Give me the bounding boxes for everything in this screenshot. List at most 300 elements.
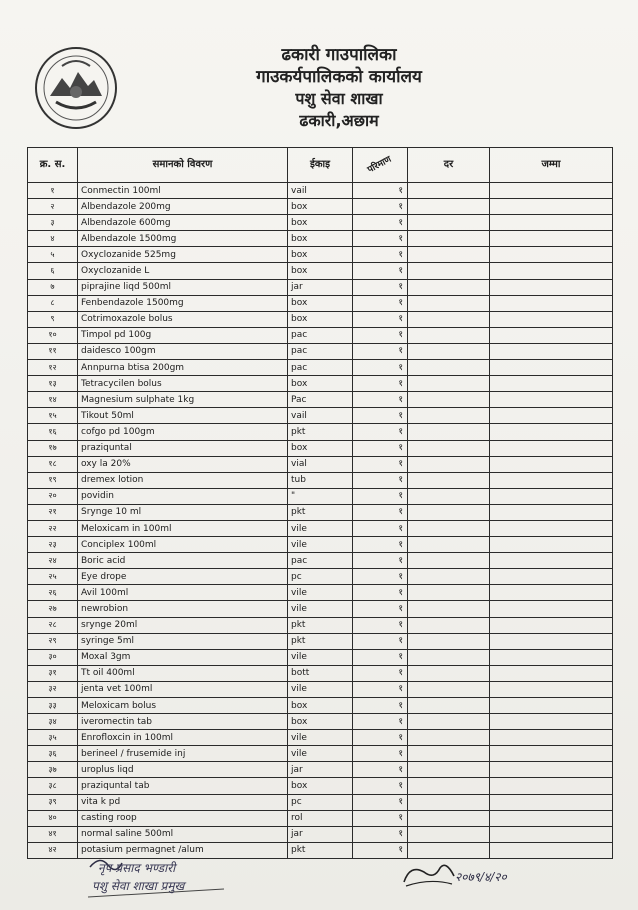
cell-total xyxy=(490,231,613,247)
cell-total xyxy=(490,665,613,681)
cell-rate xyxy=(408,199,490,215)
cell-rate xyxy=(408,183,490,199)
cell-total xyxy=(490,537,613,553)
cell-rate xyxy=(408,730,490,746)
table-row xyxy=(28,730,613,746)
cell-quantity: १ xyxy=(353,601,408,617)
section-name: पशु सेवा शाखा xyxy=(295,89,383,108)
cell-description: Avil 100ml xyxy=(78,585,288,601)
cell-serial: १७ xyxy=(28,440,78,456)
cell-description: Conciplex 100ml xyxy=(78,537,288,553)
table-row xyxy=(28,424,613,440)
table-row xyxy=(28,440,613,456)
officer-name: नृप प्रसाद भण्डारी xyxy=(98,861,176,875)
cell-description: praziquntal xyxy=(78,440,288,456)
cell-description: iveromectin tab xyxy=(78,714,288,730)
cell-description: Cotrimoxazole bolus xyxy=(78,311,288,327)
cell-serial: ४ xyxy=(28,231,78,247)
cell-total xyxy=(490,215,613,231)
cell-rate xyxy=(408,633,490,649)
cell-serial: १५ xyxy=(28,408,78,424)
cell-serial: ३७ xyxy=(28,762,78,778)
item-list-table xyxy=(27,147,613,859)
table-row xyxy=(28,681,613,697)
cell-unit: vile xyxy=(288,585,353,601)
cell-rate xyxy=(408,569,490,585)
cell-total xyxy=(490,649,613,665)
cell-rate xyxy=(408,279,490,295)
cell-unit: box xyxy=(288,199,353,215)
cell-unit: box xyxy=(288,247,353,263)
cell-serial: २७ xyxy=(28,601,78,617)
cell-description: syringe 5ml xyxy=(78,633,288,649)
cell-rate xyxy=(408,327,490,343)
cell-description: Meloxicam in 100ml xyxy=(78,520,288,536)
cell-quantity: १ xyxy=(353,360,408,376)
cell-quantity: १ xyxy=(353,472,408,488)
cell-total xyxy=(490,199,613,215)
cell-quantity: १ xyxy=(353,424,408,440)
table-row xyxy=(28,295,613,311)
cell-rate xyxy=(408,762,490,778)
cell-description: jenta vet 100ml xyxy=(78,681,288,697)
cell-unit: Pac xyxy=(288,392,353,408)
office-header xyxy=(0,44,638,132)
cell-serial: १२ xyxy=(28,360,78,376)
table-row xyxy=(28,746,613,762)
cell-unit: vial xyxy=(288,456,353,472)
cell-quantity: १ xyxy=(353,488,408,504)
cell-rate xyxy=(408,778,490,794)
cell-serial: २३ xyxy=(28,537,78,553)
table-row xyxy=(28,569,613,585)
cell-description: oxy la 20% xyxy=(78,456,288,472)
cell-unit: vile xyxy=(288,537,353,553)
cell-unit: box xyxy=(288,698,353,714)
cell-quantity: १ xyxy=(353,553,408,569)
table-row xyxy=(28,199,613,215)
cell-rate xyxy=(408,247,490,263)
cell-description: Tikout 50ml xyxy=(78,408,288,424)
cell-unit: pkt xyxy=(288,617,353,633)
cell-total xyxy=(490,311,613,327)
cell-unit: pac xyxy=(288,343,353,359)
cell-description: povidin xyxy=(78,488,288,504)
cell-rate xyxy=(408,376,490,392)
cell-unit: tub xyxy=(288,472,353,488)
cell-unit: pkt xyxy=(288,504,353,520)
cell-total xyxy=(490,714,613,730)
cell-description: potasium permagnet /alum xyxy=(78,842,288,858)
table-row xyxy=(28,504,613,520)
cell-description: Tt oil 400ml xyxy=(78,665,288,681)
cell-serial: ३१ xyxy=(28,665,78,681)
cell-quantity: १ xyxy=(353,778,408,794)
cell-serial: ३० xyxy=(28,649,78,665)
cell-serial: २४ xyxy=(28,553,78,569)
table-row xyxy=(28,762,613,778)
cell-unit: vail xyxy=(288,183,353,199)
cell-total xyxy=(490,826,613,842)
cell-serial: ११ xyxy=(28,343,78,359)
cell-unit: jar xyxy=(288,279,353,295)
cell-rate xyxy=(408,440,490,456)
cell-total xyxy=(490,778,613,794)
cell-total xyxy=(490,408,613,424)
column-header-serial: क्र. स. xyxy=(28,148,78,183)
cell-rate xyxy=(408,537,490,553)
table-row xyxy=(28,263,613,279)
table-row xyxy=(28,231,613,247)
table-row xyxy=(28,247,613,263)
cell-serial: २ xyxy=(28,199,78,215)
table-row xyxy=(28,665,613,681)
cell-rate xyxy=(408,698,490,714)
cell-quantity: १ xyxy=(353,263,408,279)
cell-total xyxy=(490,392,613,408)
cell-description: Albendazole 200mg xyxy=(78,199,288,215)
cell-quantity: १ xyxy=(353,392,408,408)
cell-quantity: १ xyxy=(353,681,408,697)
cell-unit: box xyxy=(288,311,353,327)
cell-description: daidesco 100gm xyxy=(78,343,288,359)
cell-unit: pac xyxy=(288,553,353,569)
cell-total xyxy=(490,343,613,359)
cell-quantity: १ xyxy=(353,537,408,553)
cell-description: newrobion xyxy=(78,601,288,617)
table-row xyxy=(28,408,613,424)
cell-serial: १८ xyxy=(28,456,78,472)
cell-serial: २९ xyxy=(28,633,78,649)
signature-date: २०७९/४/२० xyxy=(455,870,507,884)
table-row xyxy=(28,456,613,472)
cell-unit: jar xyxy=(288,762,353,778)
cell-description: normal saline 500ml xyxy=(78,826,288,842)
cell-quantity: १ xyxy=(353,842,408,858)
cell-description: Timpol pd 100g xyxy=(78,327,288,343)
cell-quantity: १ xyxy=(353,456,408,472)
cell-total xyxy=(490,456,613,472)
cell-rate xyxy=(408,601,490,617)
cell-unit: vile xyxy=(288,681,353,697)
cell-quantity: १ xyxy=(353,215,408,231)
cell-quantity: १ xyxy=(353,183,408,199)
cell-total xyxy=(490,585,613,601)
cell-total xyxy=(490,472,613,488)
cell-serial: २५ xyxy=(28,569,78,585)
cell-quantity: १ xyxy=(353,698,408,714)
cell-total xyxy=(490,633,613,649)
cell-rate xyxy=(408,360,490,376)
table-row xyxy=(28,810,613,826)
cell-serial: ७ xyxy=(28,279,78,295)
cell-quantity: १ xyxy=(353,440,408,456)
cell-quantity: १ xyxy=(353,810,408,826)
cell-description: casting roop xyxy=(78,810,288,826)
cell-serial: १० xyxy=(28,327,78,343)
cell-description: vita k pd xyxy=(78,794,288,810)
cell-description: Albendazole 1500mg xyxy=(78,231,288,247)
cell-rate xyxy=(408,794,490,810)
cell-rate xyxy=(408,488,490,504)
cell-total xyxy=(490,553,613,569)
cell-unit: " xyxy=(288,488,353,504)
cell-serial: ३५ xyxy=(28,730,78,746)
cell-description: srynge 20ml xyxy=(78,617,288,633)
cell-unit: vile xyxy=(288,746,353,762)
cell-description: Boric acid xyxy=(78,553,288,569)
cell-rate xyxy=(408,472,490,488)
cell-rate xyxy=(408,215,490,231)
cell-total xyxy=(490,488,613,504)
cell-total xyxy=(490,295,613,311)
cell-rate xyxy=(408,408,490,424)
cell-description: praziquntal tab xyxy=(78,778,288,794)
cell-description: Meloxicam bolus xyxy=(78,698,288,714)
cell-serial: १ xyxy=(28,183,78,199)
cell-quantity: १ xyxy=(353,520,408,536)
table-row xyxy=(28,794,613,810)
cell-description: piprajine liqd 500ml xyxy=(78,279,288,295)
cell-rate xyxy=(408,343,490,359)
cell-unit: box xyxy=(288,714,353,730)
cell-serial: २१ xyxy=(28,504,78,520)
cell-unit: vail xyxy=(288,408,353,424)
cell-unit: pkt xyxy=(288,842,353,858)
table-row xyxy=(28,279,613,295)
cell-total xyxy=(490,569,613,585)
cell-unit: vile xyxy=(288,649,353,665)
cell-quantity: १ xyxy=(353,504,408,520)
column-header-quantity: परिमाण xyxy=(353,148,408,183)
table-header-row xyxy=(28,148,613,183)
cell-serial: २० xyxy=(28,488,78,504)
cell-quantity: १ xyxy=(353,231,408,247)
cell-description: Moxal 3gm xyxy=(78,649,288,665)
cell-rate xyxy=(408,504,490,520)
cell-unit: box xyxy=(288,376,353,392)
cell-rate xyxy=(408,681,490,697)
table-row xyxy=(28,376,613,392)
cell-rate xyxy=(408,424,490,440)
table-row xyxy=(28,617,613,633)
cell-rate xyxy=(408,295,490,311)
cell-quantity: १ xyxy=(353,665,408,681)
cell-unit: vile xyxy=(288,601,353,617)
cell-quantity: १ xyxy=(353,826,408,842)
cell-description: Oxyclozanide 525mg xyxy=(78,247,288,263)
cell-quantity: १ xyxy=(353,585,408,601)
cell-total xyxy=(490,376,613,392)
cell-serial: २६ xyxy=(28,585,78,601)
cell-description: Fenbendazole 1500mg xyxy=(78,295,288,311)
cell-unit: vile xyxy=(288,730,353,746)
table-row xyxy=(28,826,613,842)
table-row xyxy=(28,585,613,601)
cell-unit: box xyxy=(288,263,353,279)
cell-total xyxy=(490,440,613,456)
cell-description: Magnesium sulphate 1kg xyxy=(78,392,288,408)
cell-serial: ३८ xyxy=(28,778,78,794)
cell-description: berineel / frusemide inj xyxy=(78,746,288,762)
cell-quantity: १ xyxy=(353,376,408,392)
cell-quantity: १ xyxy=(353,730,408,746)
cell-description: Srynge 10 ml xyxy=(78,504,288,520)
cell-quantity: १ xyxy=(353,649,408,665)
table-row xyxy=(28,601,613,617)
cell-rate xyxy=(408,826,490,842)
cell-total xyxy=(490,730,613,746)
cell-quantity: १ xyxy=(353,794,408,810)
cell-unit: pc xyxy=(288,569,353,585)
cell-serial: ५ xyxy=(28,247,78,263)
table-row xyxy=(28,698,613,714)
table-row xyxy=(28,392,613,408)
cell-total xyxy=(490,698,613,714)
cell-description: dremex lotion xyxy=(78,472,288,488)
cell-rate xyxy=(408,263,490,279)
cell-serial: १९ xyxy=(28,472,78,488)
table-row xyxy=(28,488,613,504)
column-header-rate: दर xyxy=(408,148,490,183)
cell-total xyxy=(490,520,613,536)
cell-quantity: १ xyxy=(353,408,408,424)
officer-title: पशु सेवा शाखा प्रमुख xyxy=(92,879,185,893)
column-header-total: जम्मा xyxy=(490,148,613,183)
cell-serial: ९ xyxy=(28,311,78,327)
cell-description: Enrofloxcin in 100ml xyxy=(78,730,288,746)
column-header-unit: ईकाइ xyxy=(288,148,353,183)
cell-rate xyxy=(408,617,490,633)
cell-quantity: १ xyxy=(353,247,408,263)
location-name: ढकारी,अछाम xyxy=(299,111,379,130)
cell-serial: ४२ xyxy=(28,842,78,858)
cell-quantity: १ xyxy=(353,199,408,215)
table-row xyxy=(28,537,613,553)
cell-quantity: १ xyxy=(353,569,408,585)
cell-quantity: १ xyxy=(353,311,408,327)
cell-total xyxy=(490,762,613,778)
cell-serial: ३२ xyxy=(28,681,78,697)
cell-unit: jar xyxy=(288,826,353,842)
municipality-name: ढकारी गाउपालिका xyxy=(281,45,397,65)
cell-serial: ३४ xyxy=(28,714,78,730)
table-row xyxy=(28,472,613,488)
cell-serial: ३९ xyxy=(28,794,78,810)
cell-unit: rol xyxy=(288,810,353,826)
cell-unit: box xyxy=(288,778,353,794)
cell-rate xyxy=(408,810,490,826)
cell-serial: २२ xyxy=(28,520,78,536)
cell-unit: box xyxy=(288,295,353,311)
cell-serial: १६ xyxy=(28,424,78,440)
cell-quantity: १ xyxy=(353,633,408,649)
office-name: गाउकर्यपालिकको कार्यालय xyxy=(256,67,422,87)
table-row xyxy=(28,360,613,376)
cell-description: Tetracycilen bolus xyxy=(78,376,288,392)
cell-total xyxy=(490,601,613,617)
cell-rate xyxy=(408,649,490,665)
cell-unit: pac xyxy=(288,327,353,343)
cell-total xyxy=(490,183,613,199)
cell-serial: ८ xyxy=(28,295,78,311)
cell-rate xyxy=(408,231,490,247)
cell-unit: pc xyxy=(288,794,353,810)
cell-unit: pac xyxy=(288,360,353,376)
cell-total xyxy=(490,360,613,376)
table-row xyxy=(28,215,613,231)
cell-description: Eye drope xyxy=(78,569,288,585)
table-row xyxy=(28,633,613,649)
cell-serial: ३६ xyxy=(28,746,78,762)
cell-description: Albendazole 600mg xyxy=(78,215,288,231)
cell-quantity: १ xyxy=(353,617,408,633)
table-row xyxy=(28,778,613,794)
table-row xyxy=(28,343,613,359)
cell-quantity: १ xyxy=(353,714,408,730)
cell-total xyxy=(490,810,613,826)
cell-rate xyxy=(408,392,490,408)
table-row xyxy=(28,311,613,327)
column-header-description: समानको विवरण xyxy=(78,148,288,183)
cell-rate xyxy=(408,585,490,601)
table-row xyxy=(28,553,613,569)
cell-total xyxy=(490,424,613,440)
cell-serial: ४१ xyxy=(28,826,78,842)
cell-unit: box xyxy=(288,215,353,231)
officer-stamp xyxy=(86,853,226,901)
cell-rate xyxy=(408,665,490,681)
cell-unit: pkt xyxy=(288,424,353,440)
cell-serial: १३ xyxy=(28,376,78,392)
cell-total xyxy=(490,279,613,295)
cell-serial: ३३ xyxy=(28,698,78,714)
cell-total xyxy=(490,617,613,633)
cell-description: Oxyclozanide L xyxy=(78,263,288,279)
cell-rate xyxy=(408,311,490,327)
table-row xyxy=(28,183,613,199)
cell-serial: १४ xyxy=(28,392,78,408)
table-row xyxy=(28,520,613,536)
cell-total xyxy=(490,794,613,810)
cell-total xyxy=(490,327,613,343)
cell-serial: ३ xyxy=(28,215,78,231)
cell-quantity: १ xyxy=(353,327,408,343)
cell-total xyxy=(490,247,613,263)
cell-quantity: १ xyxy=(353,279,408,295)
table-row xyxy=(28,714,613,730)
cell-serial: ४० xyxy=(28,810,78,826)
cell-description: Annpurna btisa 200gm xyxy=(78,360,288,376)
cell-rate xyxy=(408,520,490,536)
approval-signature xyxy=(400,856,540,896)
table-row xyxy=(28,327,613,343)
table-row xyxy=(28,649,613,665)
cell-unit: box xyxy=(288,231,353,247)
cell-unit: bott xyxy=(288,665,353,681)
cell-serial: २८ xyxy=(28,617,78,633)
cell-description: cofgo pd 100gm xyxy=(78,424,288,440)
cell-description: Conmectin 100ml xyxy=(78,183,288,199)
cell-serial: ६ xyxy=(28,263,78,279)
cell-rate xyxy=(408,746,490,762)
cell-rate xyxy=(408,456,490,472)
cell-total xyxy=(490,263,613,279)
cell-unit: box xyxy=(288,440,353,456)
cell-total xyxy=(490,504,613,520)
cell-total xyxy=(490,746,613,762)
cell-quantity: १ xyxy=(353,343,408,359)
